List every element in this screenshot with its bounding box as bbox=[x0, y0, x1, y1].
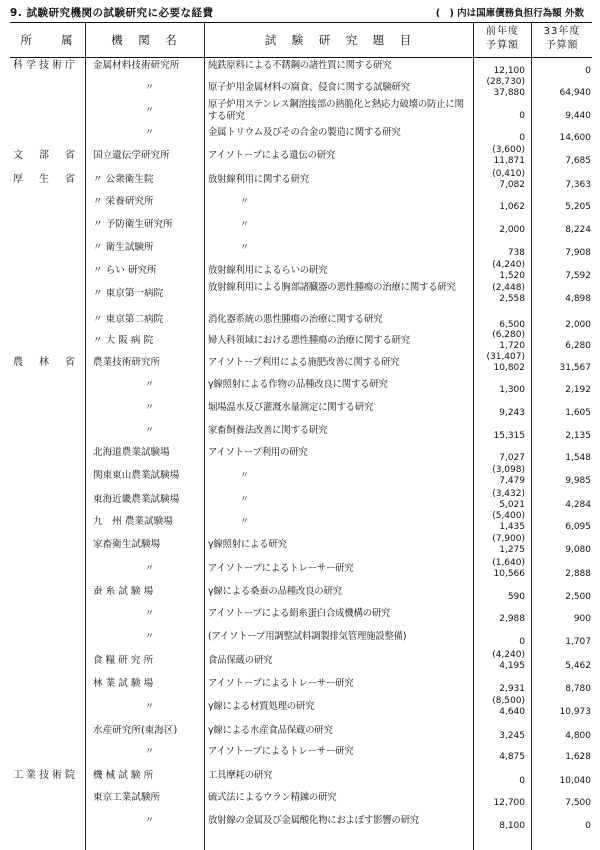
prev-budget-cell: 738 bbox=[507, 248, 525, 258]
institution-cell: 蚕 糸 試 験 場 bbox=[93, 586, 154, 597]
curr-budget-cell: 6,095 bbox=[565, 522, 591, 532]
topic-cell: γ線による桑蚕の品種改良の研究 bbox=[208, 586, 342, 597]
curr-budget-cell: 4,284 bbox=[565, 500, 591, 510]
institution-cell: 〃 bbox=[145, 747, 155, 757]
topic-cell: 〃 bbox=[240, 197, 250, 207]
prev-budget-cell: 1,520 bbox=[499, 271, 525, 281]
topic-cell: 原子炉用ステンレス鋼溶接部の熱脆化と熱応力破壊の防止に関する研究 bbox=[208, 99, 464, 122]
institution-cell: 機 械 試 験 所 bbox=[93, 770, 154, 781]
topic-cell: 消化器系統の悪性腫瘍の治療に関する研究 bbox=[208, 314, 383, 325]
topic-cell: 〃 bbox=[240, 243, 250, 253]
prev-budget-cell: 1,275 bbox=[499, 545, 525, 555]
title-note: ( ) 内は国庫債務負担行為額 外数 bbox=[435, 8, 584, 19]
topic-cell: 純鉄原料による不銹鋼の諸性質に関する研究 bbox=[208, 60, 392, 71]
prev-budget-cell: 4,195 bbox=[499, 661, 525, 671]
prev-budget-paren: (0,410) bbox=[492, 169, 525, 179]
curr-budget-cell: 4,898 bbox=[565, 294, 591, 304]
institution-cell: 〃 bbox=[145, 632, 155, 642]
institution-cell: 〃 bbox=[145, 564, 155, 574]
topic-cell: 原子炉用金属材料の腐食、侵食に関する試験研究 bbox=[208, 82, 410, 93]
topic-cell: 〃 bbox=[240, 220, 250, 230]
ministry-cell: 厚 生 省 bbox=[13, 174, 75, 185]
topic-cell: 放射線の金属及び金属酸化物におよぼす影響の研究 bbox=[208, 815, 420, 826]
ministry-cell: 文 部 省 bbox=[13, 150, 75, 161]
prev-budget-paren: (6,280) bbox=[492, 330, 525, 340]
curr-budget-cell: 14,600 bbox=[559, 133, 591, 143]
topic-cell: 放射線利用に関する研究 bbox=[208, 174, 309, 185]
topic-cell: アイソトープによるトレーサー研究 bbox=[208, 563, 354, 574]
institution-cell: 林 業 試 験 場 bbox=[93, 678, 154, 689]
prev-budget-cell: 1,062 bbox=[499, 202, 525, 212]
prev-budget-cell: 2,000 bbox=[499, 225, 525, 235]
header-prev-budget bbox=[474, 25, 531, 55]
header-topic: 試 験 研 究 題 目 bbox=[264, 33, 414, 47]
prev-budget-cell: 2,558 bbox=[499, 294, 525, 304]
curr-budget-cell: 7,592 bbox=[565, 271, 591, 281]
topic-cell: 放射線利用によるらいの研究 bbox=[208, 265, 328, 276]
topic-cell: 放射線利用による胸部諸臓器の悪性腫瘍の治療に関する研究 bbox=[208, 282, 456, 293]
prev-budget-cell: 4,640 bbox=[499, 707, 525, 717]
prev-budget-paren: (28,730) bbox=[486, 77, 525, 87]
curr-budget-cell: 900 bbox=[573, 614, 591, 624]
institution-cell: 〃 bbox=[145, 128, 155, 138]
institution-cell: 〃 bbox=[145, 816, 155, 826]
institution-cell: 食 糧 研 究 所 bbox=[93, 655, 154, 666]
institution-cell: 〃 東京第一病院 bbox=[93, 288, 164, 299]
ministry-cell: 科学技術庁 bbox=[13, 60, 75, 71]
curr-budget-cell: 2,000 bbox=[565, 320, 591, 330]
header-ministry: 所 属 bbox=[20, 33, 75, 47]
prev-budget-cell: 37,880 bbox=[493, 88, 525, 98]
institution-cell: 〃 bbox=[145, 106, 155, 116]
curr-budget-cell: 7,685 bbox=[565, 156, 591, 166]
prev-budget-paren: (3,600) bbox=[492, 145, 525, 155]
curr-budget-cell: 7,363 bbox=[565, 180, 591, 190]
institution-cell: 〃 bbox=[145, 83, 155, 93]
prev-budget-cell: 4,875 bbox=[499, 752, 525, 762]
prev-budget-paren: (31,407) bbox=[486, 352, 525, 362]
topic-cell: (アイソトープ用調整試料調製排気管理施設整備) bbox=[208, 631, 407, 642]
topic-cell: 金属トリウム及びその合金の製造に関する研究 bbox=[208, 127, 401, 138]
topic-cell: γ線照射による作物の品種改良に関する研究 bbox=[208, 379, 388, 390]
curr-budget-cell: 2,135 bbox=[565, 431, 591, 441]
prev-budget-cell: 10,566 bbox=[493, 569, 525, 579]
prev-budget-cell: 12,700 bbox=[493, 798, 525, 808]
curr-budget-cell: 1,548 bbox=[565, 453, 591, 463]
header-curr-line1: 33年度 bbox=[543, 26, 581, 37]
header-curr-budget bbox=[532, 25, 592, 55]
prev-budget-cell: 0 bbox=[519, 776, 525, 786]
topic-cell: アイソトープによるトレーサー研究 bbox=[208, 746, 354, 757]
curr-budget-cell: 9,985 bbox=[565, 476, 591, 486]
institution-cell: 東京工業試験所 bbox=[93, 792, 161, 803]
curr-budget-cell: 10,973 bbox=[559, 707, 591, 717]
institution-cell: 北海道農業試験場 bbox=[93, 447, 170, 458]
prev-budget-cell: 8,100 bbox=[499, 821, 525, 831]
prev-budget-cell: 590 bbox=[507, 592, 525, 602]
curr-budget-cell: 7,908 bbox=[565, 248, 591, 258]
curr-budget-cell: 1,605 bbox=[565, 408, 591, 418]
institution-cell: 〃 bbox=[145, 426, 155, 436]
topic-cell: γ線による水産食品保蔵の研究 bbox=[208, 725, 333, 736]
prev-budget-cell: 5,021 bbox=[499, 500, 525, 510]
institution-cell: 国立遺伝学研究所 bbox=[93, 150, 170, 161]
ministry-cell: 工業技術院 bbox=[13, 770, 75, 781]
topic-cell: 食品保蔵の研究 bbox=[208, 655, 273, 666]
prev-budget-cell: 7,479 bbox=[499, 476, 525, 486]
institution-cell: 金属材料技術研究所 bbox=[93, 60, 180, 71]
topic-cell: アイソトープ利用の研究 bbox=[208, 447, 308, 458]
institution-cell: 九 州 農業試験場 bbox=[93, 516, 173, 527]
column-divider bbox=[473, 22, 474, 850]
table-top-rule bbox=[10, 22, 592, 23]
topic-cell: 堀場温水及び灌漑水量測定に関する研究 bbox=[208, 402, 374, 413]
curr-budget-cell: 9,080 bbox=[565, 545, 591, 555]
prev-budget-cell: 3,245 bbox=[499, 731, 525, 741]
prev-budget-cell: 11,871 bbox=[493, 156, 525, 166]
institution-cell: 〃 大 阪 病 院 bbox=[93, 335, 154, 346]
prev-budget-cell: 2,931 bbox=[499, 684, 525, 694]
prev-budget-cell: 12,100 bbox=[493, 66, 525, 76]
prev-budget-cell: 2,988 bbox=[499, 614, 525, 624]
header-institution: 機 関 名 bbox=[111, 33, 179, 47]
prev-budget-cell: 1,435 bbox=[499, 522, 525, 532]
prev-budget-paren: (4,240) bbox=[492, 260, 525, 270]
curr-budget-cell: 10,040 bbox=[559, 776, 591, 786]
institution-cell: 〃 bbox=[145, 609, 155, 619]
prev-budget-cell: 9,243 bbox=[499, 408, 525, 418]
curr-budget-cell: 7,500 bbox=[565, 798, 591, 808]
topic-cell: 婦人科領域における悪性腫瘍の治療に関する研究 bbox=[208, 335, 410, 346]
prev-budget-paren: (1,640) bbox=[492, 558, 525, 568]
column-divider bbox=[85, 22, 86, 850]
prev-budget-paren: (8,500) bbox=[492, 696, 525, 706]
topic-cell: 家畜飼養法改善に関する研究 bbox=[208, 425, 328, 436]
institution-cell: 〃 公衆衛生院 bbox=[93, 174, 154, 185]
prev-budget-paren: (5,400) bbox=[492, 511, 525, 521]
institution-cell: 農業技術研究所 bbox=[93, 357, 161, 368]
prev-budget-paren: (4,240) bbox=[492, 650, 525, 660]
topic-cell: γ線照射による研究 bbox=[208, 539, 287, 550]
institution-cell: 家畜衛生試験場 bbox=[93, 539, 161, 550]
prev-budget-paren: (2,448) bbox=[492, 283, 525, 293]
curr-budget-cell: 31,567 bbox=[559, 363, 591, 373]
prev-budget-cell: 1,300 bbox=[499, 385, 525, 395]
institution-cell: 〃 予防衛生研究所 bbox=[93, 219, 173, 230]
prev-budget-cell: 1,720 bbox=[499, 341, 525, 351]
topic-cell: アイソトープによる遺伝の研究 bbox=[208, 150, 336, 161]
curr-budget-cell: 2,500 bbox=[565, 592, 591, 602]
prev-budget-cell: 0 bbox=[519, 133, 525, 143]
curr-budget-cell: 4,800 bbox=[565, 731, 591, 741]
topic-cell: アイソトープによるトレーサー研究 bbox=[208, 678, 354, 689]
institution-cell: 〃 東京第二病院 bbox=[93, 314, 164, 325]
topic-cell: アイソトープ利用による施肥改善に関する研究 bbox=[208, 357, 400, 368]
institution-cell: 東海近畿農業試験場 bbox=[93, 494, 180, 505]
curr-budget-cell: 0 bbox=[585, 821, 591, 831]
topic-cell: アイソトープによる絹糸蛋白合成機構の研究 bbox=[208, 608, 391, 619]
prev-budget-cell: 15,315 bbox=[493, 431, 525, 441]
ministry-cell: 農 林 省 bbox=[13, 357, 75, 368]
topic-cell: γ線による材質処理の研究 bbox=[208, 701, 315, 712]
institution-cell: 〃 衛生試験所 bbox=[93, 242, 154, 253]
curr-budget-cell: 64,940 bbox=[559, 88, 591, 98]
curr-budget-cell: 1,707 bbox=[565, 637, 591, 647]
topic-cell: 〃 bbox=[240, 471, 250, 481]
header-curr-line2: 予算額 bbox=[545, 40, 579, 51]
curr-budget-cell: 1,628 bbox=[565, 752, 591, 762]
header-bottom-rule bbox=[10, 57, 592, 58]
prev-budget-cell: 10,802 bbox=[493, 363, 525, 373]
institution-cell: 水産研究所(東海区) bbox=[93, 725, 178, 736]
prev-budget-paren: (7,900) bbox=[492, 534, 525, 544]
institution-cell: 〃 栄養研究所 bbox=[93, 196, 154, 207]
topic-cell: 〃 bbox=[240, 517, 250, 527]
header-prev-line2: 予算額 bbox=[486, 40, 519, 51]
institution-cell: 〃 bbox=[145, 403, 155, 413]
institution-cell: 〃 bbox=[145, 380, 155, 390]
header-prev-line1: 前年度 bbox=[486, 26, 519, 37]
prev-budget-cell: 6,500 bbox=[499, 320, 525, 330]
curr-budget-cell: 0 bbox=[585, 66, 591, 76]
curr-budget-cell: 2,192 bbox=[565, 385, 591, 395]
prev-budget-paren: (3,432) bbox=[492, 489, 525, 499]
prev-budget-cell: 7,082 bbox=[499, 180, 525, 190]
prev-budget-paren: (3,098) bbox=[492, 465, 525, 475]
curr-budget-cell: 9,440 bbox=[565, 111, 591, 121]
prev-budget-cell: 7,027 bbox=[499, 453, 525, 463]
prev-budget-cell: 0 bbox=[519, 637, 525, 647]
institution-cell: 〃 bbox=[145, 702, 155, 712]
curr-budget-cell: 8,224 bbox=[565, 225, 591, 235]
institution-cell: 〃 らい 研究所 bbox=[93, 265, 157, 276]
prev-budget-cell: 0 bbox=[519, 111, 525, 121]
institution-cell: 関東東山農業試験場 bbox=[93, 470, 180, 481]
curr-budget-cell: 5,462 bbox=[565, 661, 591, 671]
curr-budget-cell: 5,205 bbox=[565, 202, 591, 212]
topic-cell: 工具摩耗の研究 bbox=[208, 770, 273, 781]
curr-budget-cell: 8,780 bbox=[565, 684, 591, 694]
column-divider bbox=[204, 22, 205, 850]
curr-budget-cell: 6,280 bbox=[565, 341, 591, 351]
page-title: 9. 試験研究機関の試験研究に必要な経費 bbox=[10, 7, 214, 19]
curr-budget-cell: 2,888 bbox=[565, 569, 591, 579]
topic-cell: 〃 bbox=[240, 495, 250, 505]
topic-cell: 硫式法によるウラン精錬の研究 bbox=[208, 792, 337, 803]
